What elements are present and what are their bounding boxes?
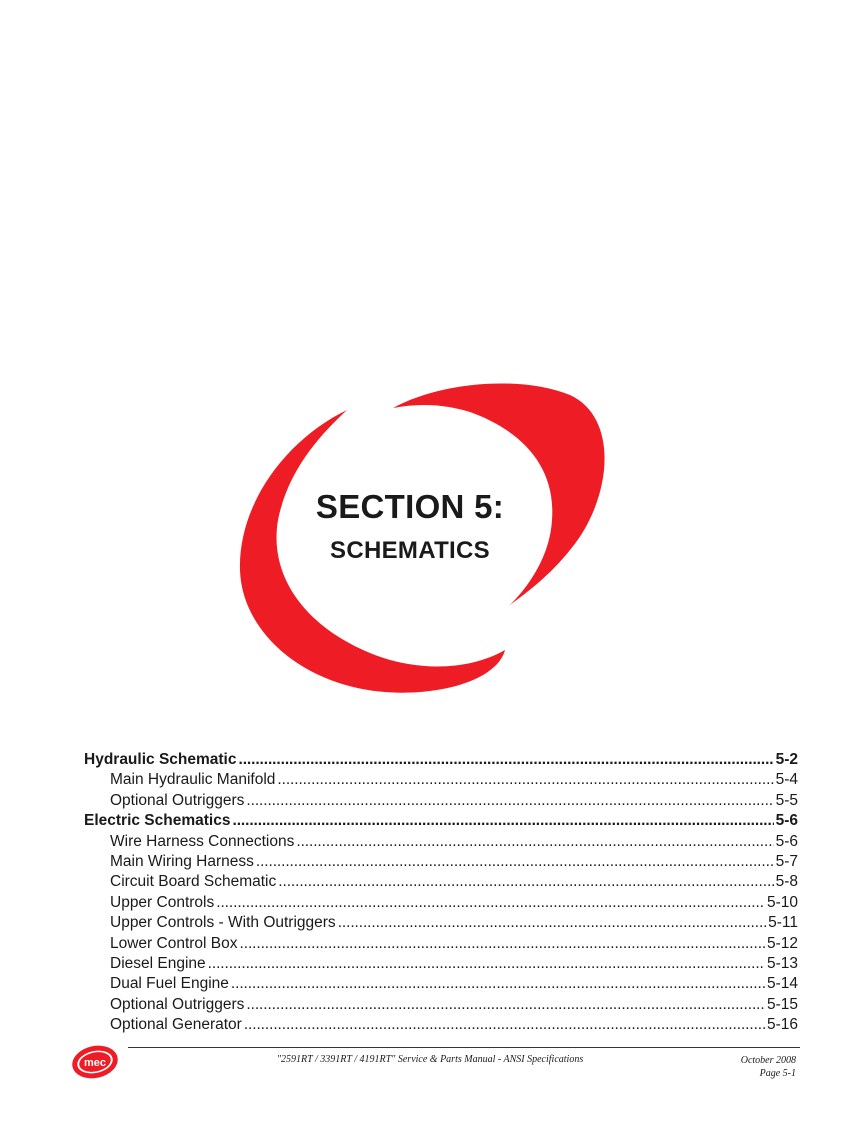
footer-date: October 2008	[740, 1055, 796, 1066]
toc-entry-label: Dual Fuel Engine	[110, 975, 229, 993]
toc-entry[interactable]	[84, 913, 798, 933]
toc-leader-dots	[240, 934, 765, 954]
toc-entry-label: Diesel Engine	[110, 954, 206, 972]
toc-entry-page: 5-11	[768, 914, 798, 932]
toc-entry-page: 5-15	[766, 995, 798, 1013]
toc-entry[interactable]	[84, 1015, 798, 1035]
toc-entry-page: 5-14	[766, 975, 798, 993]
toc-leader-dots	[256, 852, 774, 872]
section-subtitle: SCHEMATICS	[330, 537, 490, 564]
toc-entry-page: 5-4	[775, 771, 798, 789]
toc-leader-dots	[338, 913, 766, 933]
toc-leader-dots	[216, 893, 765, 913]
toc-entry-page: 5-16	[766, 1016, 798, 1034]
toc-entry-label: Circuit Board Schematic	[110, 873, 277, 891]
toc-leader-dots	[296, 832, 773, 852]
toc-entry[interactable]	[84, 974, 798, 994]
toc-leader-dots	[278, 872, 773, 892]
toc-entry-page: 5-6	[775, 812, 798, 830]
footer-divider	[128, 1047, 800, 1048]
toc-entry[interactable]	[84, 750, 798, 770]
toc-entry[interactable]	[84, 811, 798, 831]
toc-entry-label: Main Wiring Harness	[110, 852, 254, 870]
toc-entry-label: Upper Controls	[110, 893, 215, 911]
toc-entry-label: Lower Control Box	[110, 934, 238, 952]
toc-entry[interactable]	[84, 872, 798, 892]
toc-entry[interactable]	[84, 791, 798, 811]
toc-entry-page: 5-8	[775, 873, 798, 891]
toc-leader-dots	[246, 791, 773, 811]
toc-entry-page: 5-13	[766, 954, 798, 972]
logo-text: mec	[83, 1057, 107, 1069]
toc-entry-page: 5-10	[766, 893, 798, 911]
footer-meta	[741, 1054, 796, 1080]
toc-leader-dots	[244, 1015, 765, 1035]
toc-entry-page: 5-2	[775, 751, 798, 768]
section-title: SECTION 5:	[315, 488, 505, 525]
toc-entry-page: 5-6	[775, 832, 798, 850]
toc-entry-page: 5-7	[775, 852, 798, 870]
toc-entry-label: Upper Controls - With Outriggers	[110, 914, 336, 932]
table-of-contents	[84, 750, 798, 1035]
toc-entry[interactable]	[84, 934, 798, 954]
toc-entry[interactable]	[84, 832, 798, 852]
toc-leader-dots	[277, 770, 773, 790]
footer-manual-title: "2591RT / 3391RT / 4191RT" Service & Parts Manual - ANSI Specifications	[276, 1054, 584, 1065]
footer-page-number: Page 5-1	[759, 1068, 796, 1079]
toc-entry[interactable]	[84, 770, 798, 790]
toc-entry[interactable]	[84, 995, 798, 1015]
toc-entry-label: Main Hydraulic Manifold	[110, 771, 276, 789]
toc-entry-label: Optional Generator	[110, 1016, 242, 1034]
toc-entry-page: 5-12	[766, 934, 798, 952]
mec-logo	[70, 1042, 120, 1082]
toc-entry-page: 5-5	[775, 791, 798, 809]
toc-entry-label: Hydraulic Schematic	[84, 751, 237, 768]
toc-entry-label: Optional Outriggers	[110, 791, 245, 809]
toc-leader-dots	[246, 995, 765, 1015]
toc-entry[interactable]	[84, 893, 798, 913]
toc-entry[interactable]	[84, 954, 798, 974]
toc-leader-dots	[231, 974, 765, 994]
toc-leader-dots	[208, 954, 765, 974]
toc-entry-label: Wire Harness Connections	[110, 832, 295, 850]
toc-entry[interactable]	[84, 852, 798, 872]
toc-leader-dots	[232, 811, 773, 831]
toc-leader-dots	[238, 750, 773, 770]
toc-entry-label: Optional Outriggers	[110, 995, 245, 1013]
toc-entry-label: Electric Schematics	[84, 812, 231, 830]
